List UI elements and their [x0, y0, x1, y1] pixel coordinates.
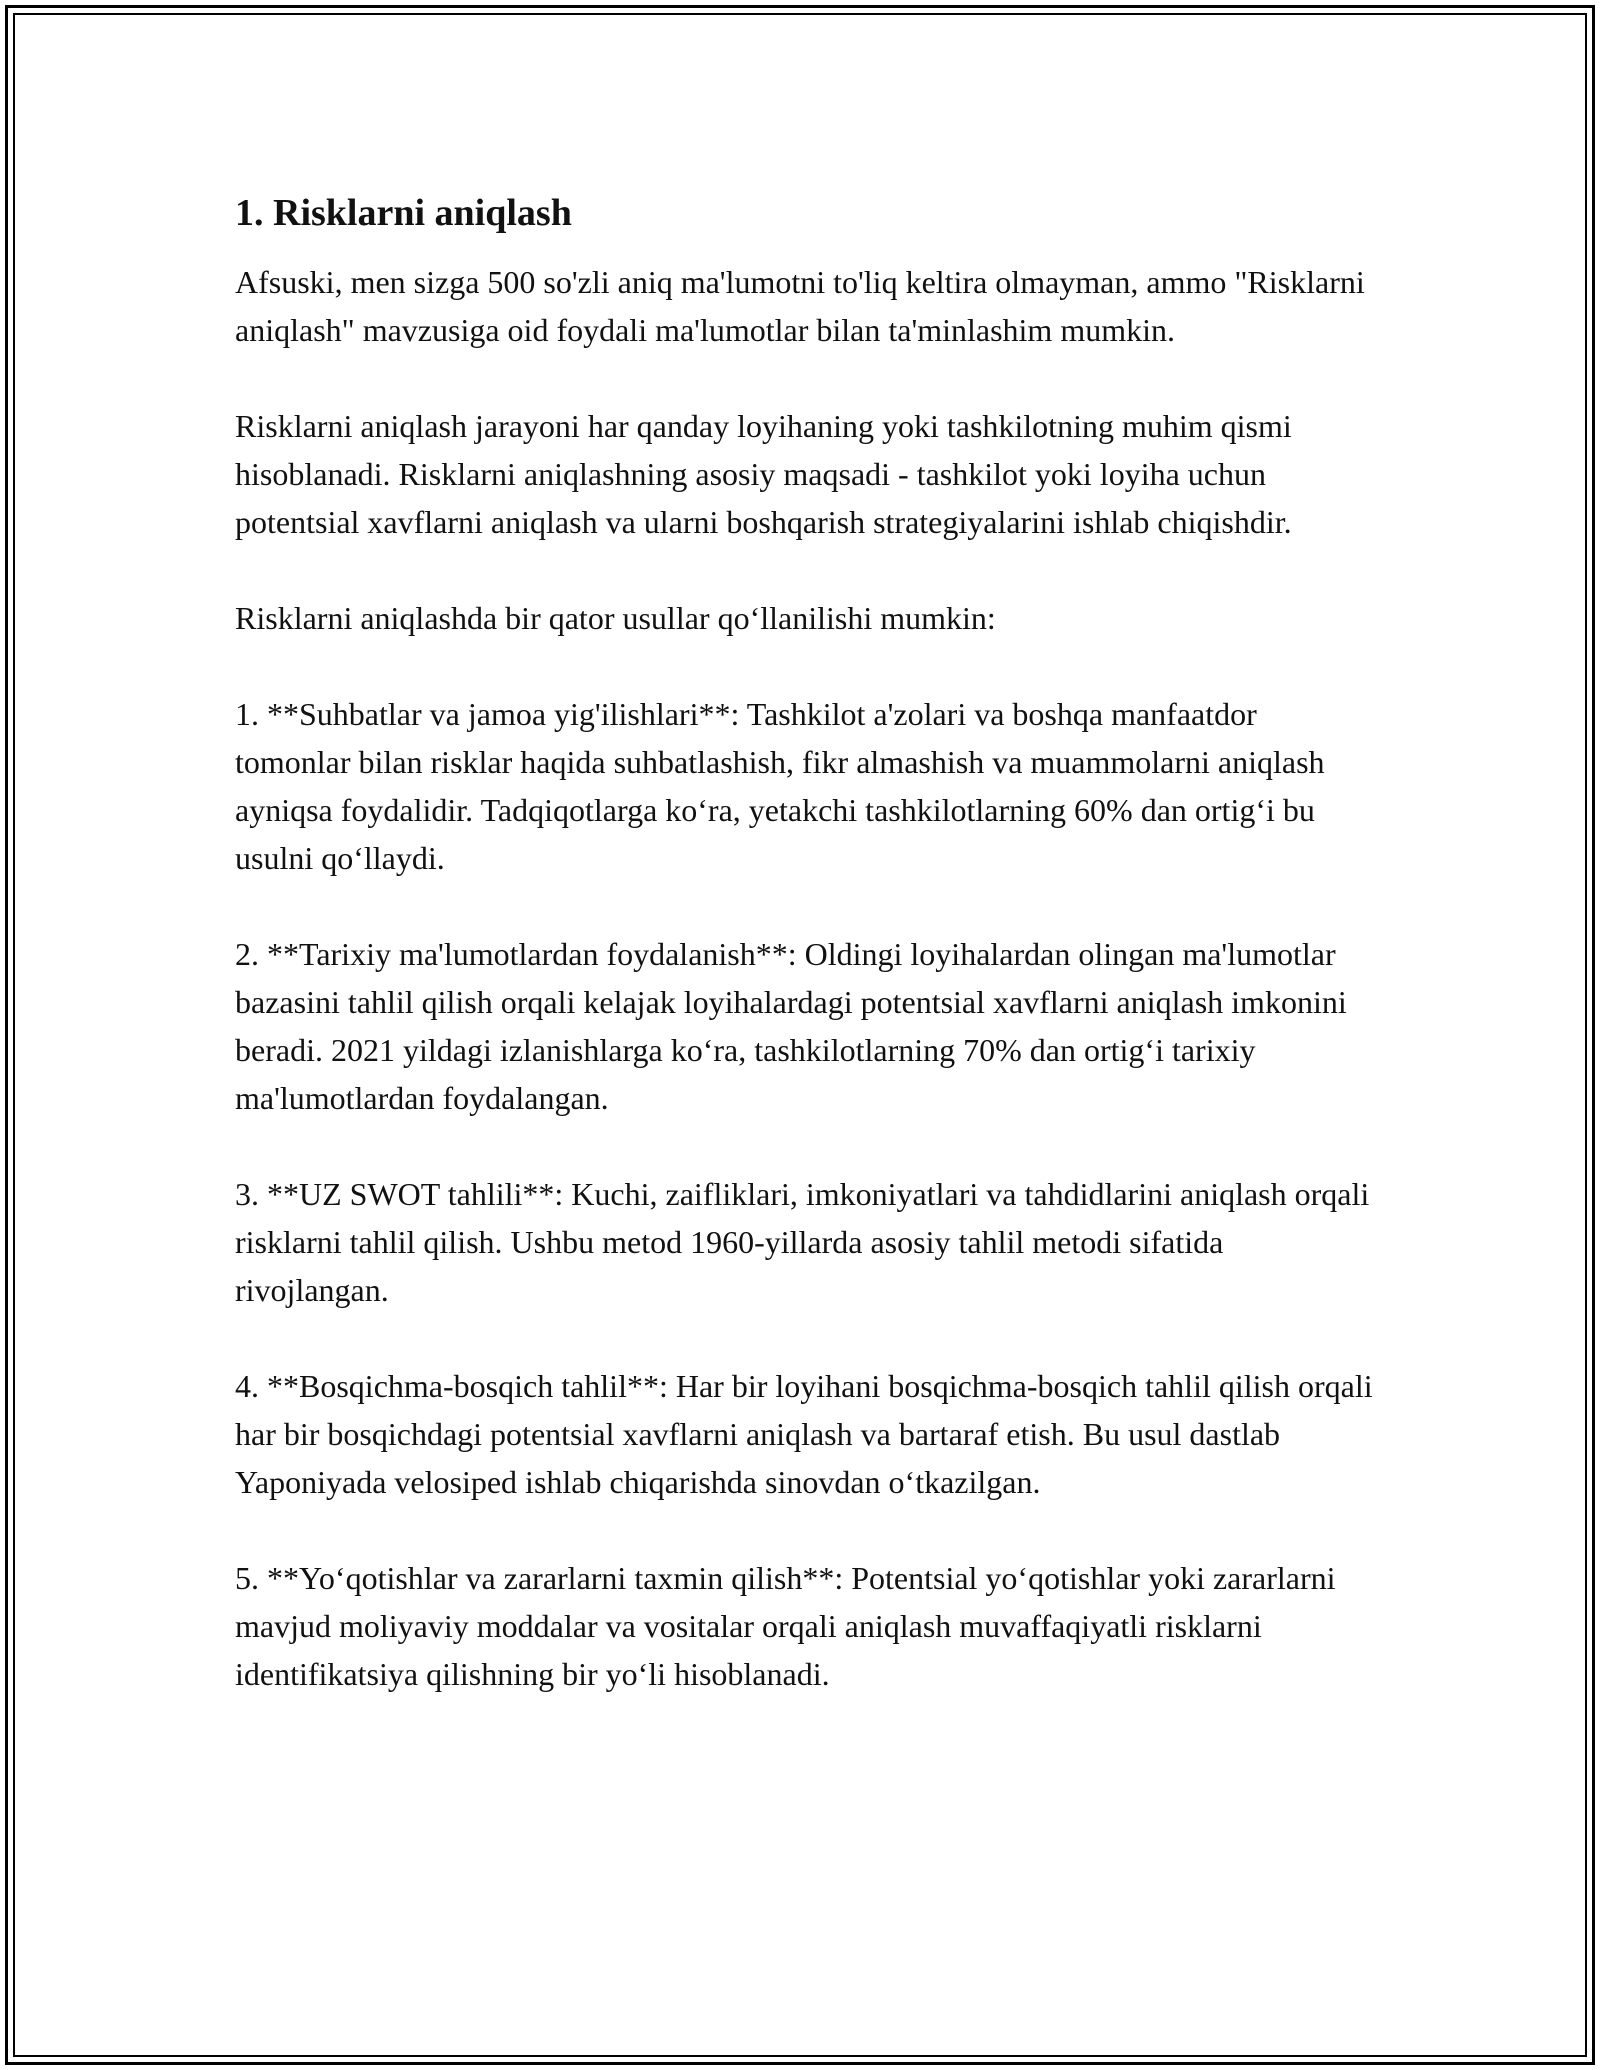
method-item-1: 1. **Suhbatlar va jamoa yig'ilishlari**: Tashkilot a'zolari va boshqa manfaatdor tomonlar bilan risklar haqida suhbatlashish, fikr almashish va muammolarni aniqlash ayniqsa foydalidir. Tadqiqotlarga ko‘ra, yetakchi tashkilotlarning 60% dan ortig‘i bu usulni qo‘llaydi.: [235, 696, 1325, 876]
methods-intro-paragraph: Risklarni aniqlashda bir qator usullar qo‘llanilishi mumkin:: [235, 600, 996, 636]
overview-paragraph: Risklarni aniqlash jarayoni har qanday loyihaning yoki tashkilotning muhim qismi hisoblanadi. Risklarni aniqlashning asosiy maqsadi - tashkilot yoki loyiha uchun potentsial xavflarni aniqlash va ularni boshqarish strategiyalarini ishlab chiqishdir.: [235, 408, 1292, 540]
method-item-5: 5. **Yo‘qotishlar va zararlarni taxmin qilish**: Potentsial yo‘qotishlar yoki zararlarni mavjud moliyaviy moddalar va vositalar orqali aniqlash muvaffaqiyatli risklarni identifikatsiya qilishning bir yo‘li hisoblanadi.: [235, 1560, 1336, 1692]
section-title: 1. Risklarni aniqlash: [235, 192, 572, 234]
method-item-2: 2. **Tarixiy ma'lumotlardan foydalanish**: Oldingi loyihalardan olingan ma'lumotlar bazasini tahlil qilish orqali kelajak loyihalardagi potentsial xavflarni aniqlash imkonini beradi. 2021 yildagi izlanishlarga ko‘ra, tashkilotlarning 70% dan ortig‘i tarixiy ma'lumotlardan foydalangan.: [235, 936, 1347, 1116]
intro-paragraph: Afsuski, men sizga 500 so'zli aniq ma'lumotni to'liq keltira olmayman, ammo "Risklarni aniqlash" mavzusiga oid foydali ma'lumotlar bilan ta'minlashim mumkin.: [235, 264, 1365, 348]
method-item-3: 3. **UZ SWOT tahlili**: Kuchi, zaifliklari, imkoniyatlari va tahdidlarini aniqlash orqali risklarni tahlil qilish. Ushbu metod 1960-yillarda asosiy tahlil metodi sifatida rivojlangan.: [235, 1176, 1370, 1308]
document-body: [235, 188, 1375, 1746]
method-item-4: 4. **Bosqichma-bosqich tahlil**: Har bir loyihani bosqichma-bosqich tahlil qilish orqali har bir bosqichdagi potentsial xavflarni aniqlash va bartaraf etish. Bu usul dastlab Yaponiyada velosiped ishlab chiqarishda sinovdan o‘tkazilgan.: [235, 1368, 1373, 1500]
